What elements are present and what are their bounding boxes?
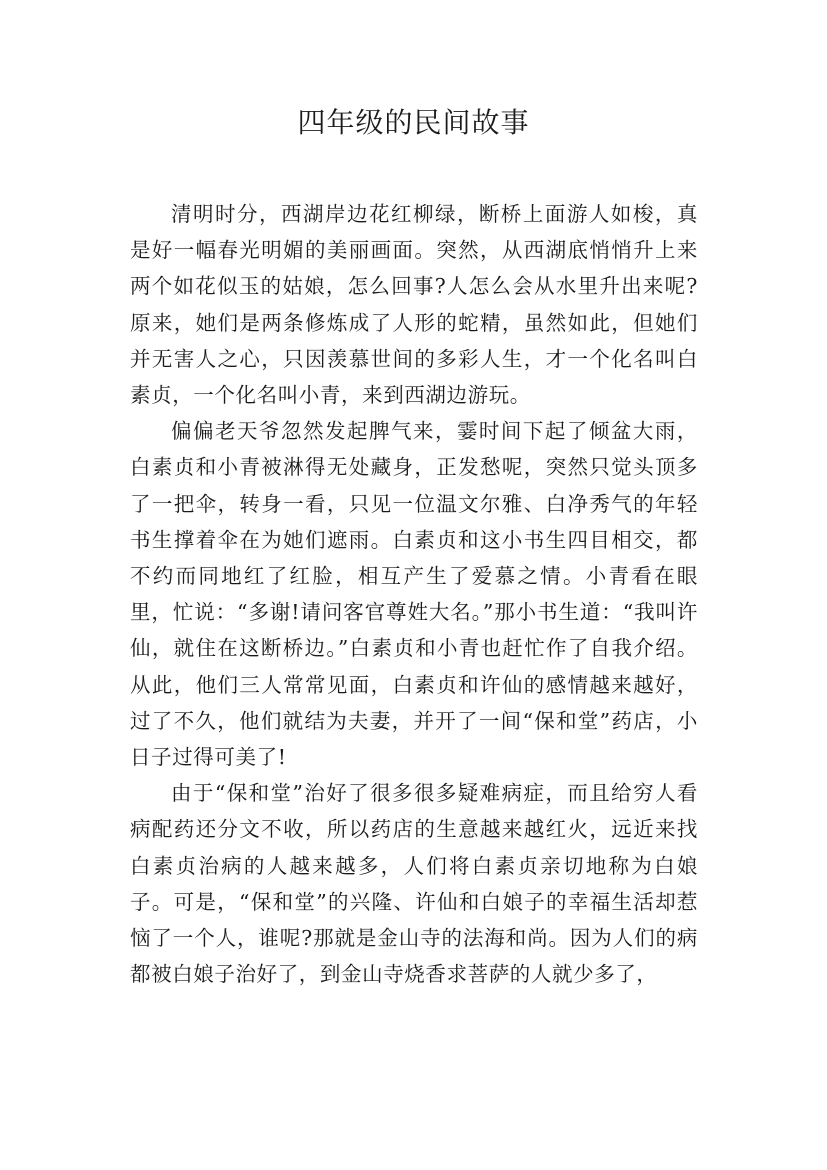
paragraph-2: 偏偏老天爷忽然发起脾气来，霎时间下起了倾盆大雨，白素贞和小青被淋得无处藏身，正发愁呢，突然只觉头顶多了一把伞，转身一看，只见一位温文尔雅、白净秀气的年轻书生撑着伞在为她们遮雨。白素贞和这小书生四目相交，都不约而同地红了红脸，相互产生了爱慕之情。小青看在眼里，忙说：“多谢!请问客官尊姓大名。”那小书生道：“我叫许仙，就住在这断桥边。”白素贞和小青也赶忙作了自我介绍。从此，他们三人常常见面，白素贞和许仙的感情越来越好，过了不久，他们就结为夫妻，并开了一间“保和堂”药店，小日子过得可美了! (130, 419, 698, 770)
document-title: 四年级的民间故事 (297, 106, 530, 139)
document-body (130, 196, 698, 992)
paragraph-1: 清明时分，西湖岸边花红柳绿，断桥上面游人如梭，真是好一幅春光明媚的美丽画面。突然，从西湖底悄悄升上来两个如花似玉的姑娘，怎么回事?人怎么会从水里升出来呢?原来，她们是两条修炼成了人形的蛇精，虽然如此，但她们并无害人之心，只因羡慕世间的多彩人生，才一个化名叫白素贞，一个化名叫小青，来到西湖边游玩。 (130, 202, 698, 408)
paragraph-3: 由于“保和堂”治好了很多很多疑难病症，而且给穷人看病配药还分文不收，所以药店的生意越来越红火，远近来找白素贞治病的人越来越多，人们将白素贞亲切地称为白娘子。可是，“保和堂”的兴隆、许仙和白娘子的幸福生活却惹恼了一个人，谁呢?那就是金山寺的法海和尚。因为人们的病都被白娘子治好了，到金山寺烧香求菩萨的人就少多了， (130, 781, 698, 987)
